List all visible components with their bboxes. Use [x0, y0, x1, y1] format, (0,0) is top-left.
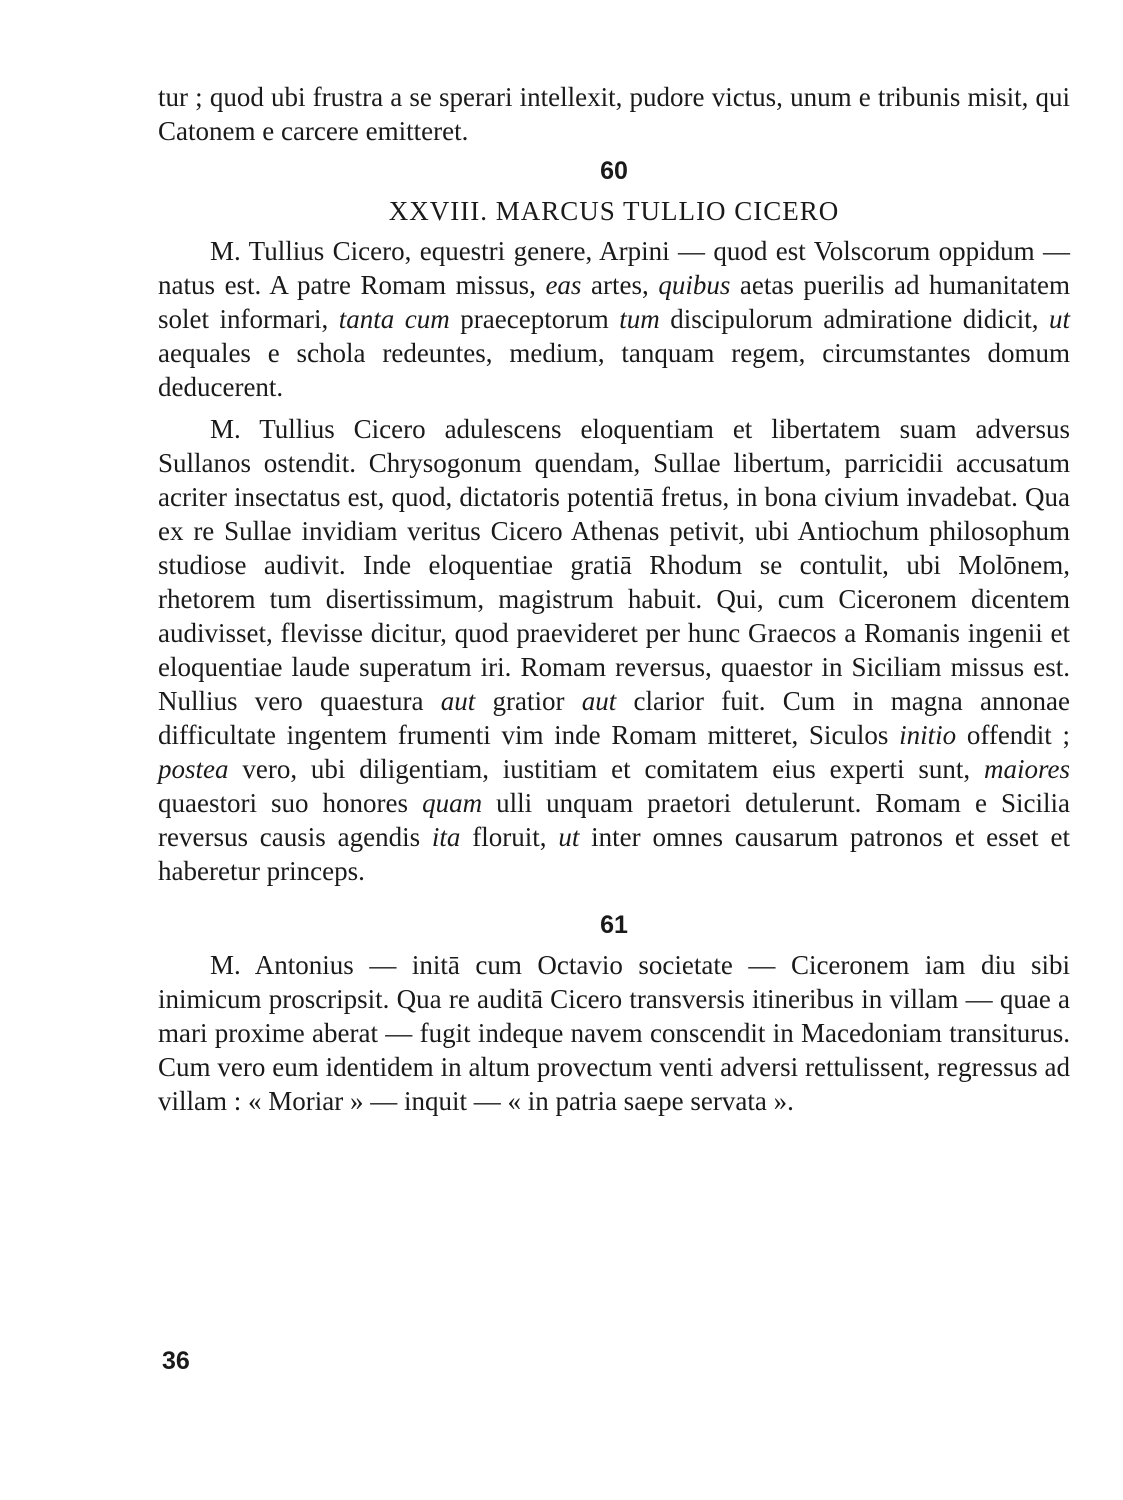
section-number-61: 61: [600, 911, 628, 939]
paragraph-antonius: M. Antonius — initā cum Octavio societate — Ciceronem iam diu sibi inimicum proscripsit. Qua re auditā Cicero transversis itineribus in villam — quae a mari proxime aberat — fugit indeque navem conscendit in Macedoniam transiturus. Cum vero eum identidem in altum provectum venti adversi rettulissent, regressus ad villam : « Moriar » — inquit — « in patria saepe servata ».: [158, 950, 1070, 1116]
section-number-60: 60: [600, 157, 628, 185]
page-body: [158, 80, 1070, 1118]
chapter-heading: XXVIII. MARCUS TULLIO CICERO: [388, 196, 840, 226]
page-number: 36: [162, 1347, 190, 1375]
continued-paragraph: tur ; quod ubi frustra a se sperari intellexit, pudore victus, unum e tribunis misit, qui Catonem e carcere emitteret.: [158, 82, 1070, 146]
paragraph-cicero-adulescens: M. Tullius Cicero adulescens eloquentiam et libertatem suam adversus Sullanos ostendit. Chrysogonum quendam, Sullae libertum, parricidii accusatum acriter insectatus est, quod, dictatoris potentiā fretus, in bona civium invadebat. Qua ex re Sullae invidiam veritus Cicero Athenas petivit, ubi Antiochum philosophum studiose audivit. Inde eloquentiae gratiā Rhodum se contulit, ubi Molōnem, rhetorem tum disertissimum, magistrum habuit. Qui, cum Ciceronem dicentem audivisset, flevisse dicitur, quod praevideret per hunc Graecos a Romanis ingenii et eloquentiae laude superatum iri. Romam reversus, quaestor in Siciliam missus est. Nullius vero quaestura aut gratior aut clarior fuit. Cum in magna annonae difficultate ingentem frumenti vim inde Romam mitteret, Siculos initio offendit ; postea vero, ubi diligentiam, iustitiam et comitatem eius experti sunt, maiores quaestori suo honores quam ulli unquam praetori detulerunt. Romam e Sicilia reversus causis agendis ita floruit, ut inter omnes causarum patronos et esset et haberetur princeps.: [158, 414, 1071, 886]
paragraph-cicero-youth: M. Tullius Cicero, equestri genere, Arpini — quod est Volscorum oppidum — natus est. A patre Romam missus, eas artes, quibus aetas puerilis ad humanitatem solet informari, tanta cum praeceptorum tum discipulorum admiratione didicit, ut aequales e schola redeuntes, medium, tanquam regem, circumstantes domum deducerent.: [158, 236, 1071, 402]
